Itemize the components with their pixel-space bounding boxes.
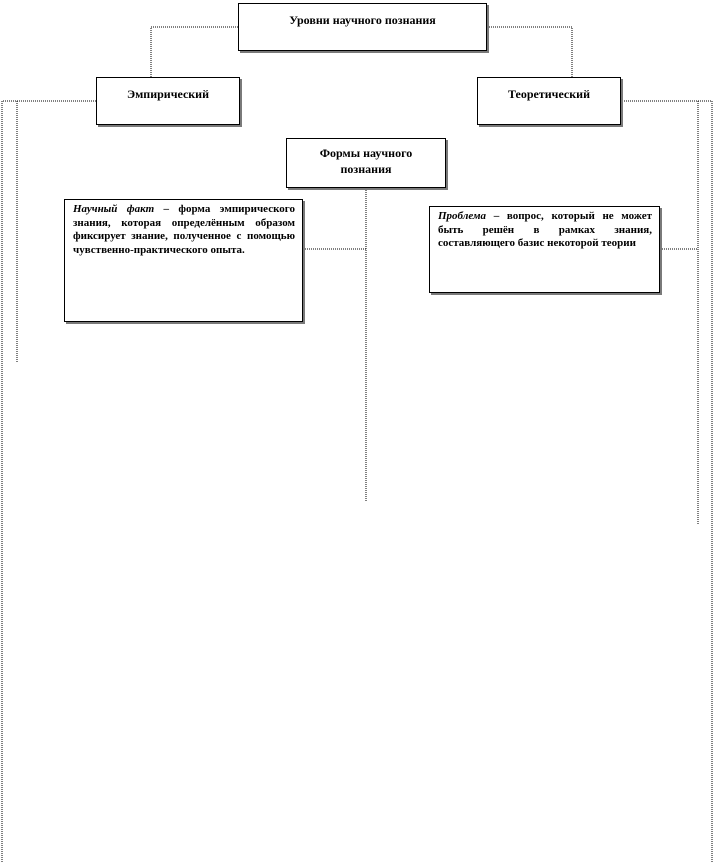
connector-root-theoretical (487, 27, 572, 77)
forms-label: Формы научного познания (319, 146, 413, 176)
level-label-theoretical: Теоретический (508, 87, 590, 101)
description-problem (429, 206, 660, 293)
level-label-empirical: Эмпирический (126, 87, 210, 101)
root-label: Уровни научного познания (289, 13, 436, 27)
fact-term: Научный факт (73, 203, 155, 215)
forms-node (286, 138, 446, 188)
fact-text: – форма эмпирического знания, которая определённым образом фиксирует знание, полученное с помощью чувственно-практического опыта. (73, 203, 295, 256)
description-scientific-fact (64, 199, 303, 322)
root-node (238, 3, 487, 51)
problem-text: – вопрос, который не может быть решён в рамках знания, составляющего базис некоторой теории (438, 210, 652, 249)
level-node-empirical (96, 77, 240, 125)
connector-root-empirical (151, 27, 238, 77)
problem-term: Проблема (438, 210, 487, 222)
level-node-theoretical (477, 77, 621, 125)
